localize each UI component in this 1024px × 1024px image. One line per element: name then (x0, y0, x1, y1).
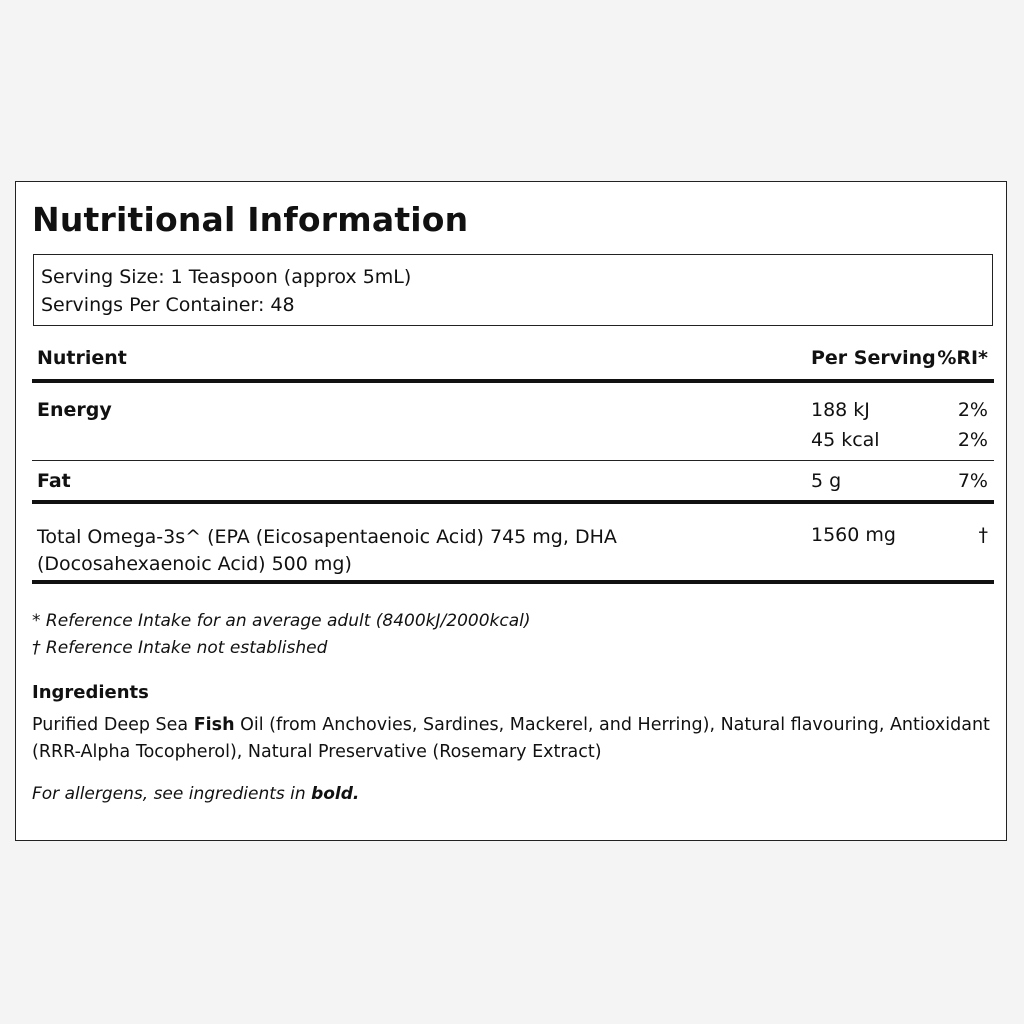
allergen-note-bold: bold. (311, 784, 360, 804)
ingredients-text-rest: Oil (from Anchovies, Sardines, Mackerel, and Herring), Natural flavouring, Antioxidant (RRR-Alpha Tocopherol), Natural Preservative (Rosemary Extract) (32, 715, 990, 762)
nutrition-table (32, 332, 994, 584)
footnotes (32, 608, 531, 662)
header-ri: %RI* (937, 347, 988, 369)
ingredients-heading: Ingredients (32, 682, 149, 703)
nutrient-name-energy: Energy (37, 399, 112, 421)
table-row-fat (32, 461, 994, 504)
footnote-not-established: † Reference Intake not established (32, 638, 328, 658)
table-header-row (32, 332, 994, 383)
header-per-serving: Per Serving (811, 347, 936, 369)
serving-info-box (33, 254, 993, 326)
ingredients-allergen-fish: Fish (193, 715, 235, 735)
table-row-omega (32, 504, 994, 584)
energy-kcal-ri: 2% (957, 429, 988, 451)
fat-ri: 7% (957, 470, 988, 492)
ingredients-text (32, 712, 997, 766)
energy-kcal-value: 45 kcal (811, 429, 880, 451)
allergen-note-prefix: For allergens, see ingredients in (32, 784, 312, 804)
omega-value: 1560 mg (811, 524, 896, 546)
header-nutrient: Nutrient (37, 347, 127, 369)
serving-size: Serving Size: 1 Teaspoon (approx 5mL) (41, 266, 412, 288)
footnote-ri: * Reference Intake for an average adult (8400kJ/2000kcal) (32, 611, 531, 631)
allergen-note (32, 784, 359, 804)
nutrient-name-omega: Total Omega-3s^ (EPA (Eicosapentaenoic Acid) 745 mg, DHA (Docosahexaenoic Acid) 500 mg) (37, 526, 617, 575)
energy-kj-ri: 2% (957, 399, 988, 421)
servings-per-container: Servings Per Container: 48 (41, 294, 295, 316)
nutrition-panel (15, 181, 1007, 841)
energy-kj-value: 188 kJ (811, 399, 870, 421)
omega-ri: † (978, 524, 988, 546)
panel-title: Nutritional Information (32, 200, 469, 239)
nutrient-name-fat: Fat (37, 470, 71, 492)
table-row-energy (32, 383, 994, 423)
table-row-energy-kcal (32, 423, 994, 461)
fat-value: 5 g (811, 470, 842, 492)
ingredients-text-start: Purified Deep Sea (32, 715, 194, 735)
